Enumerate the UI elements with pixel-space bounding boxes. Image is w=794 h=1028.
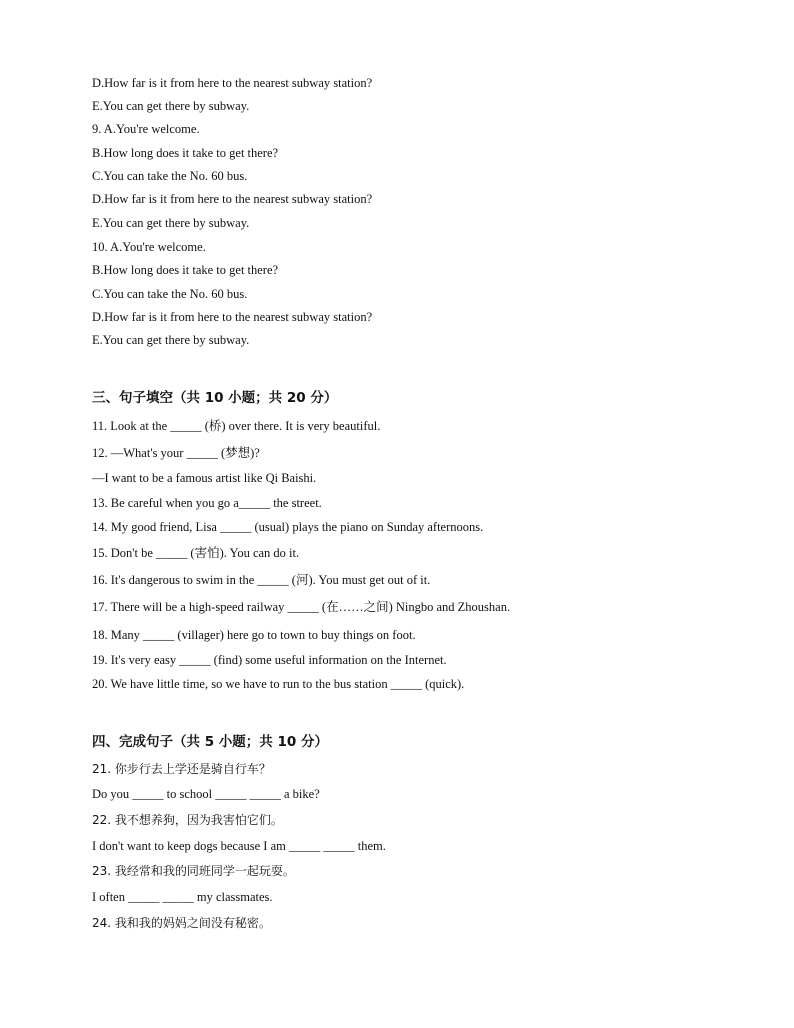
q8-option-d: D.How far is it from here to the nearest subway station?: [92, 76, 373, 90]
q10-option-c: C.You can take the No. 60 bus.: [92, 287, 248, 301]
q15: 15. Don't be _____ (害怕). You can do it.: [92, 546, 300, 560]
q11: 11. Look at the _____ (桥) over there. It is very beautiful.: [92, 419, 381, 433]
q9-option-b: B.How long does it take to get there?: [92, 146, 279, 160]
q18: 18. Many _____ (villager) here go to town to buy things on foot.: [92, 628, 416, 642]
q14: 14. My good friend, Lisa _____ (usual) plays the piano on Sunday afternoons.: [92, 520, 484, 534]
q12-answer-line: —I want to be a famous artist like Qi Baishi.: [92, 471, 317, 485]
q20: 20. We have little time, so we have to run to the bus station _____ (quick).: [92, 677, 465, 691]
section-4-heading: 四、完成句子（共 5 小题；共 10 分）: [92, 734, 328, 750]
q9-option-d: D.How far is it from here to the nearest subway station?: [92, 192, 373, 206]
q9-option-c: C.You can take the No. 60 bus.: [92, 169, 248, 183]
q9-option-a: 9. A.You're welcome.: [92, 122, 200, 136]
q24-chinese: 24. 我和我的妈妈之间没有秘密。: [92, 916, 271, 930]
q10-option-a: 10. A.You're welcome.: [92, 240, 206, 254]
q23-english: I often _____ _____ my classmates.: [92, 890, 273, 904]
q13: 13. Be careful when you go a_____ the street.: [92, 496, 322, 510]
q17: 17. There will be a high-speed railway _____ (在……之间) Ningbo and Zhoushan.: [92, 600, 511, 614]
q22-english: I don't want to keep dogs because I am _____ _____ them.: [92, 839, 386, 853]
q19: 19. It's very easy _____ (find) some useful information on the Internet.: [92, 653, 447, 667]
q21-english: Do you _____ to school _____ _____ a bike?: [92, 787, 320, 801]
q10-option-e: E.You can get there by subway.: [92, 333, 250, 347]
q10-option-d: D.How far is it from here to the nearest subway station?: [92, 310, 373, 324]
q10-option-b: B.How long does it take to get there?: [92, 263, 279, 277]
q23-chinese: 23. 我经常和我的同班同学一起玩耍。: [92, 864, 295, 878]
q22-chinese: 22. 我不想养狗，因为我害怕它们。: [92, 813, 283, 827]
q21-chinese: 21. 你步行去上学还是骑自行车？: [92, 762, 271, 776]
q16: 16. It's dangerous to swim in the _____ (河). You must get out of it.: [92, 573, 431, 587]
q12: 12. —What's your _____ (梦想)?: [92, 446, 260, 460]
q9-option-e: E.You can get there by subway.: [92, 216, 250, 230]
q8-option-e: E.You can get there by subway.: [92, 99, 250, 113]
section-3-heading: 三、句子填空（共 10 小题；共 20 分）: [92, 390, 338, 406]
